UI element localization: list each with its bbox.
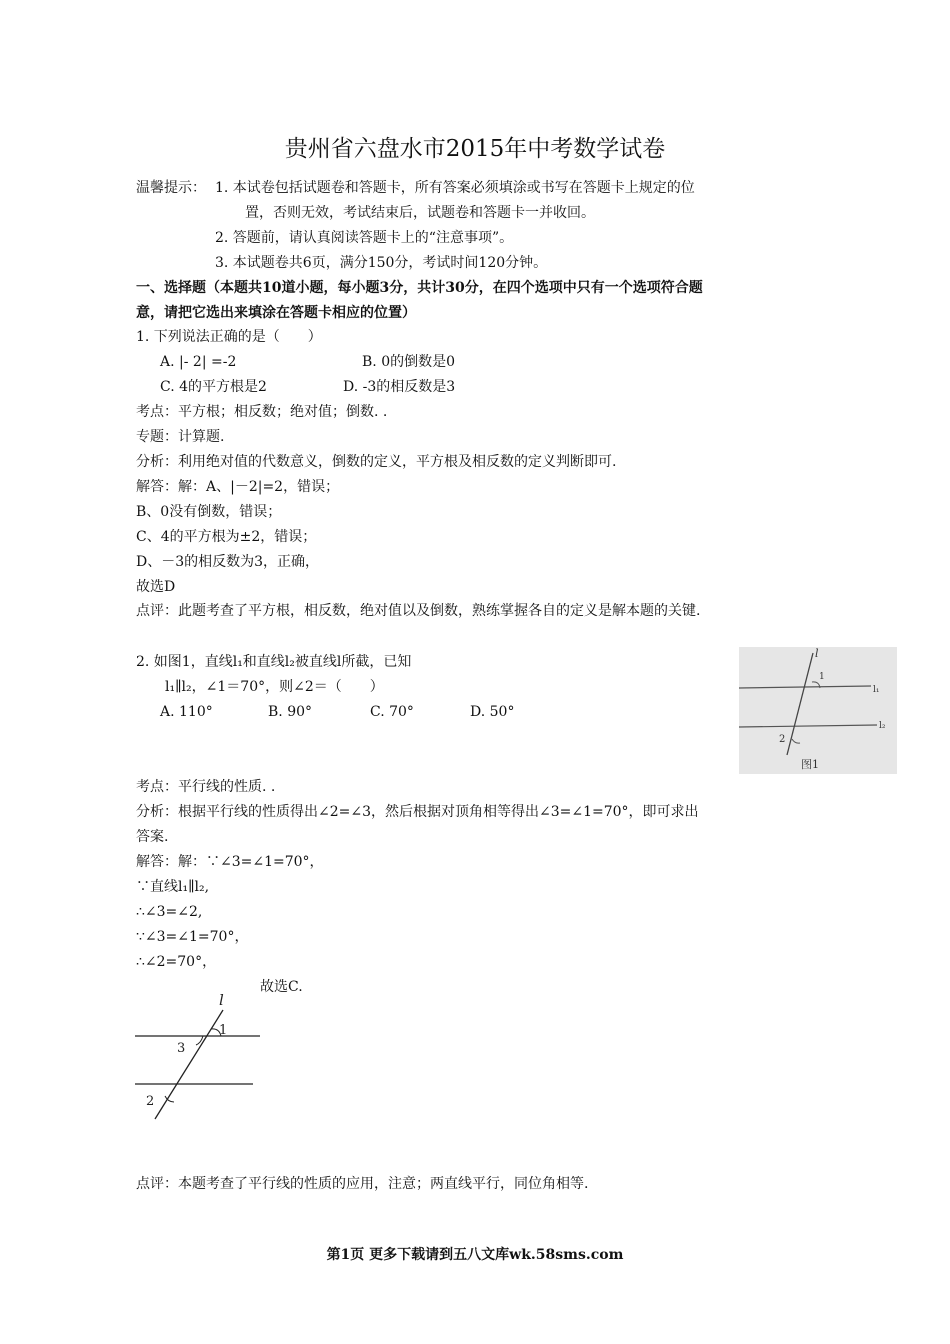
fig1-angle-1: 1: [819, 672, 825, 682]
fig2-angle-3: 3: [177, 1041, 186, 1056]
notice-item-3: 3. 本试题卷共6页，满分150分，考试时间120分钟。: [215, 255, 548, 271]
q1-step-b: B、0没有倒数，错误；: [136, 504, 282, 520]
q2-step-4: ∴∠2=70°，: [136, 954, 217, 970]
q2-kaodian: 考点：平行线的性质. .: [136, 779, 276, 795]
q1-option-a: A. |- 2| =-2: [160, 354, 237, 370]
q2-choice: 故选C.: [260, 979, 303, 995]
q2-option-d: D. 50°: [470, 704, 515, 720]
q1-option-b: B. 0的倒数是0: [362, 354, 456, 370]
q1-option-d: D. -3的相反数是3: [343, 379, 456, 395]
q1-kaodian: 考点：平方根；相反数；绝对值；倒数. .: [136, 404, 388, 420]
notice-item-2: 2. 答题前，请认真阅读答题卡上的“注意事项”。: [215, 230, 514, 246]
q1-step-d: D、－3的相反数为3，正确，: [136, 554, 320, 570]
q2-step-2: ∴∠3=∠2,: [136, 904, 203, 920]
page-title: 贵州省六盘水市2015年中考数学试卷: [284, 136, 666, 162]
q1-zhuanti: 专题：计算题.: [136, 429, 225, 445]
q2-jieda: 解答：解：∵∠3=∠1=70°，: [136, 854, 324, 870]
fig1-caption: 图1: [801, 758, 819, 771]
section-heading-cont: 意，请把它选出来填涂在答题卡相应的位置）: [136, 305, 416, 321]
q2-step-1: ∵直线l₁∥l₂,: [136, 879, 210, 895]
q1-option-c: C. 4的平方根是2: [160, 379, 267, 395]
fig1-angle-2: 2: [779, 734, 786, 745]
q2-fenxi-cont: 答案.: [136, 829, 169, 845]
fig2-angle-2: 2: [146, 1094, 155, 1109]
q2-option-a: A. 110°: [160, 704, 213, 720]
q1-stem: 1. 下列说法正确的是（ ）: [136, 329, 322, 345]
fig2-label-l: l: [219, 992, 224, 1009]
page-footer: 第1页 更多下载请到五八文库wk.58sms.com: [326, 1247, 624, 1263]
q1-fenxi: 分析：利用绝对值的代数意义，倒数的定义，平方根及相反数的定义判断即可.: [136, 454, 617, 470]
q1-choice: 故选D: [136, 579, 176, 595]
q1-dianping: 点评：此题考查了平方根，相反数，绝对值以及倒数，熟练掌握各自的定义是解本题的关键.: [136, 603, 701, 619]
q2-option-c: C. 70°: [370, 704, 414, 720]
q2-dianping: 点评：本题考查了平行线的性质的应用，注意；两直线平行，同位角相等.: [136, 1176, 589, 1192]
section-heading: 一、选择题（本题共10道小题，每小题3分，共计30分，在四个选项中只有一个选项符合题: [136, 280, 703, 296]
figure-1-photo: [739, 647, 897, 774]
figure-2-diagram: [133, 992, 263, 1122]
q1-jieda: 解答：解：A、|－2|=2，错误；: [136, 479, 340, 495]
fig2-angle-1: 1: [219, 1023, 228, 1038]
notice-label: 温馨提示：: [136, 180, 206, 196]
fig1-label-l2: l₂: [879, 721, 886, 731]
q2-option-b: B. 90°: [268, 704, 313, 720]
q1-step-c: C、4的平方根为±2，错误；: [136, 529, 317, 545]
q2-stem: 2. 如图1，直线l₁和直线l₂被直线l所截，已知: [136, 654, 412, 670]
q2-fenxi: 分析：根据平行线的性质得出∠2=∠3，然后根据对顶角相等得出∠3=∠1=70°，即可求出: [136, 804, 699, 820]
notice-item-1-cont: 置，否则无效，考试结束后，试题卷和答题卡一并收回。: [245, 205, 595, 221]
notice-item-1: 1. 本试卷包括试题卷和答题卡，所有答案必须填涂或书写在答题卡上规定的位: [215, 180, 695, 196]
fig1-label-l1: l₁: [873, 685, 880, 695]
q2-step-3: ∵∠3=∠1=70°，: [136, 929, 249, 945]
q2-stem-cont: l₁∥l₂，∠1＝70°，则∠2＝（ ）: [165, 679, 384, 695]
fig1-label-l: l: [815, 647, 819, 660]
